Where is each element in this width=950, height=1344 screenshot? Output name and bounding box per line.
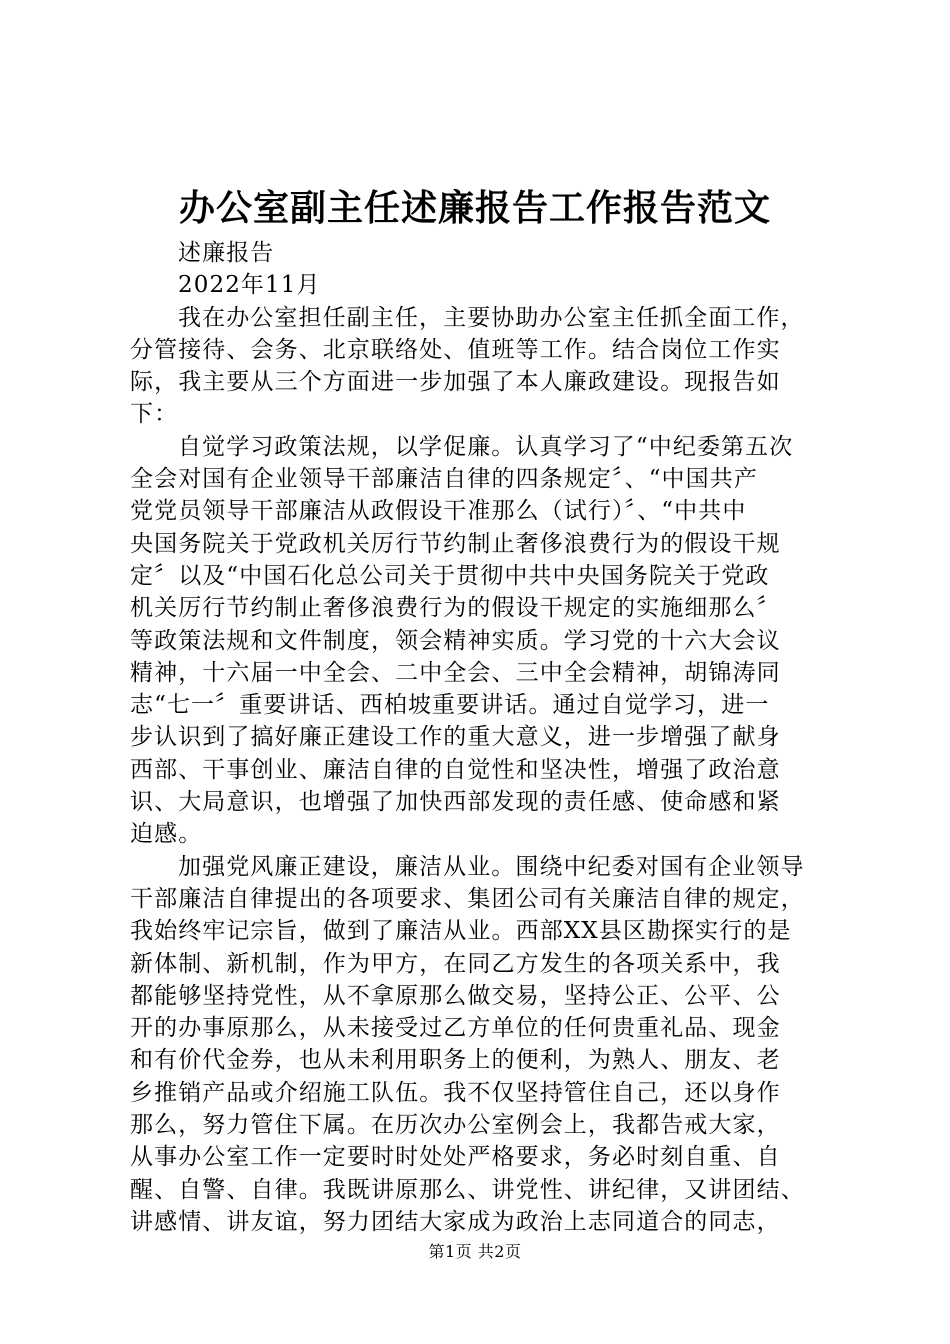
text-line: 识、大局意识，也增强了加快西部发现的责任感、使命感和紧 bbox=[130, 789, 781, 816]
text-line: 志“七一〞重要讲话、西柏坡重要讲话。通过自觉学习，进一 bbox=[130, 692, 770, 719]
text-line: 我在办公室担任副主任，主要协助办公室主任抓全面工作， bbox=[178, 304, 805, 331]
text-line: 央国务院关于党政机关厉行节约制止奢侈浪费行为的假设干规 bbox=[130, 530, 781, 557]
text-line: 都能够坚持党性，从不拿原那么做交易，坚持公正、公平、公 bbox=[130, 982, 781, 1009]
text-line: 新体制、新机制，作为甲方，在同乙方发生的各项关系中，我 bbox=[130, 950, 781, 977]
text-line: 和有价代金券，也从未利用职务上的便利，为熟人、朋友、老 bbox=[130, 1047, 781, 1074]
subtitle: 述廉报告 bbox=[178, 240, 275, 266]
text-line: 步认识到了搞好廉正建设工作的重大意义，进一步增强了献身 bbox=[130, 724, 781, 751]
text-line: 我始终牢记宗旨，做到了廉洁从业。西部XX县区勘探实行的是 bbox=[130, 918, 792, 945]
text-line: 自觉学习政策法规，以学促廉。认真学习了“中纪委第五次 bbox=[178, 433, 794, 460]
text-line: 迫感。 bbox=[130, 821, 203, 848]
text-line: 分管接待、会务、北京联络处、值班等工作。结合岗位工作实 bbox=[130, 336, 781, 363]
text-line: 全会对国有企业领导干部廉洁自律的四条规定〞、“中国共产 bbox=[130, 466, 758, 493]
document-title: 办公室副主任述廉报告工作报告范文 bbox=[178, 187, 771, 229]
text-line: 干部廉洁自律提出的各项要求、集团公司有关廉洁自律的规定， bbox=[130, 885, 805, 912]
text-line: 那么，努力管住下属。在历次办公室例会上，我都告戒大家， bbox=[130, 1112, 781, 1139]
text-line: 讲感情、讲友谊，努力团结大家成为政治上志同道合的同志， bbox=[130, 1208, 781, 1235]
text-line: 从事办公室工作一定要时时处处严格要求，务必时刻自重、自 bbox=[130, 1144, 781, 1171]
text-line: 等政策法规和文件制度，领会精神实质。学习党的十六大会议 bbox=[130, 627, 781, 654]
text-line: 党党员领导干部廉洁从政假设干准那么（试行）〞、“中共中 bbox=[130, 498, 747, 525]
report-date: 2022年11月 bbox=[178, 272, 321, 299]
text-line: 际，我主要从三个方面进一步加强了本人廉政建设。现报告如 bbox=[130, 369, 781, 396]
text-line: 定〞以及“中国石化总公司关于贯彻中共中央国务院关于党政 bbox=[130, 562, 770, 589]
text-line: 精神，十六届一中全会、二中全会、三中全会精神，胡锦涛同 bbox=[130, 659, 781, 686]
text-line: 机关厉行节约制止奢侈浪费行为的假设干规定的实施细那么〞 bbox=[130, 595, 781, 622]
text-line: 西部、干事创业、廉洁自律的自觉性和坚决性，增强了政治意 bbox=[130, 756, 781, 783]
text-line: 加强党风廉正建设，廉洁从业。围绕中纪委对国有企业领导 bbox=[178, 853, 805, 880]
text-line: 下： bbox=[130, 401, 179, 428]
document-body bbox=[130, 237, 830, 1238]
page-footer: 第1页 共2页 bbox=[428, 1242, 522, 1261]
text-line: 醒、自警、自律。我既讲原那么、讲党性、讲纪律，又讲团结、 bbox=[130, 1176, 805, 1203]
text-line: 开的办事原那么，从未接受过乙方单位的任何贵重礼品、现金 bbox=[130, 1015, 781, 1042]
text-line: 乡推销产品或介绍施工队伍。我不仅坚持管住自己，还以身作 bbox=[130, 1079, 781, 1106]
